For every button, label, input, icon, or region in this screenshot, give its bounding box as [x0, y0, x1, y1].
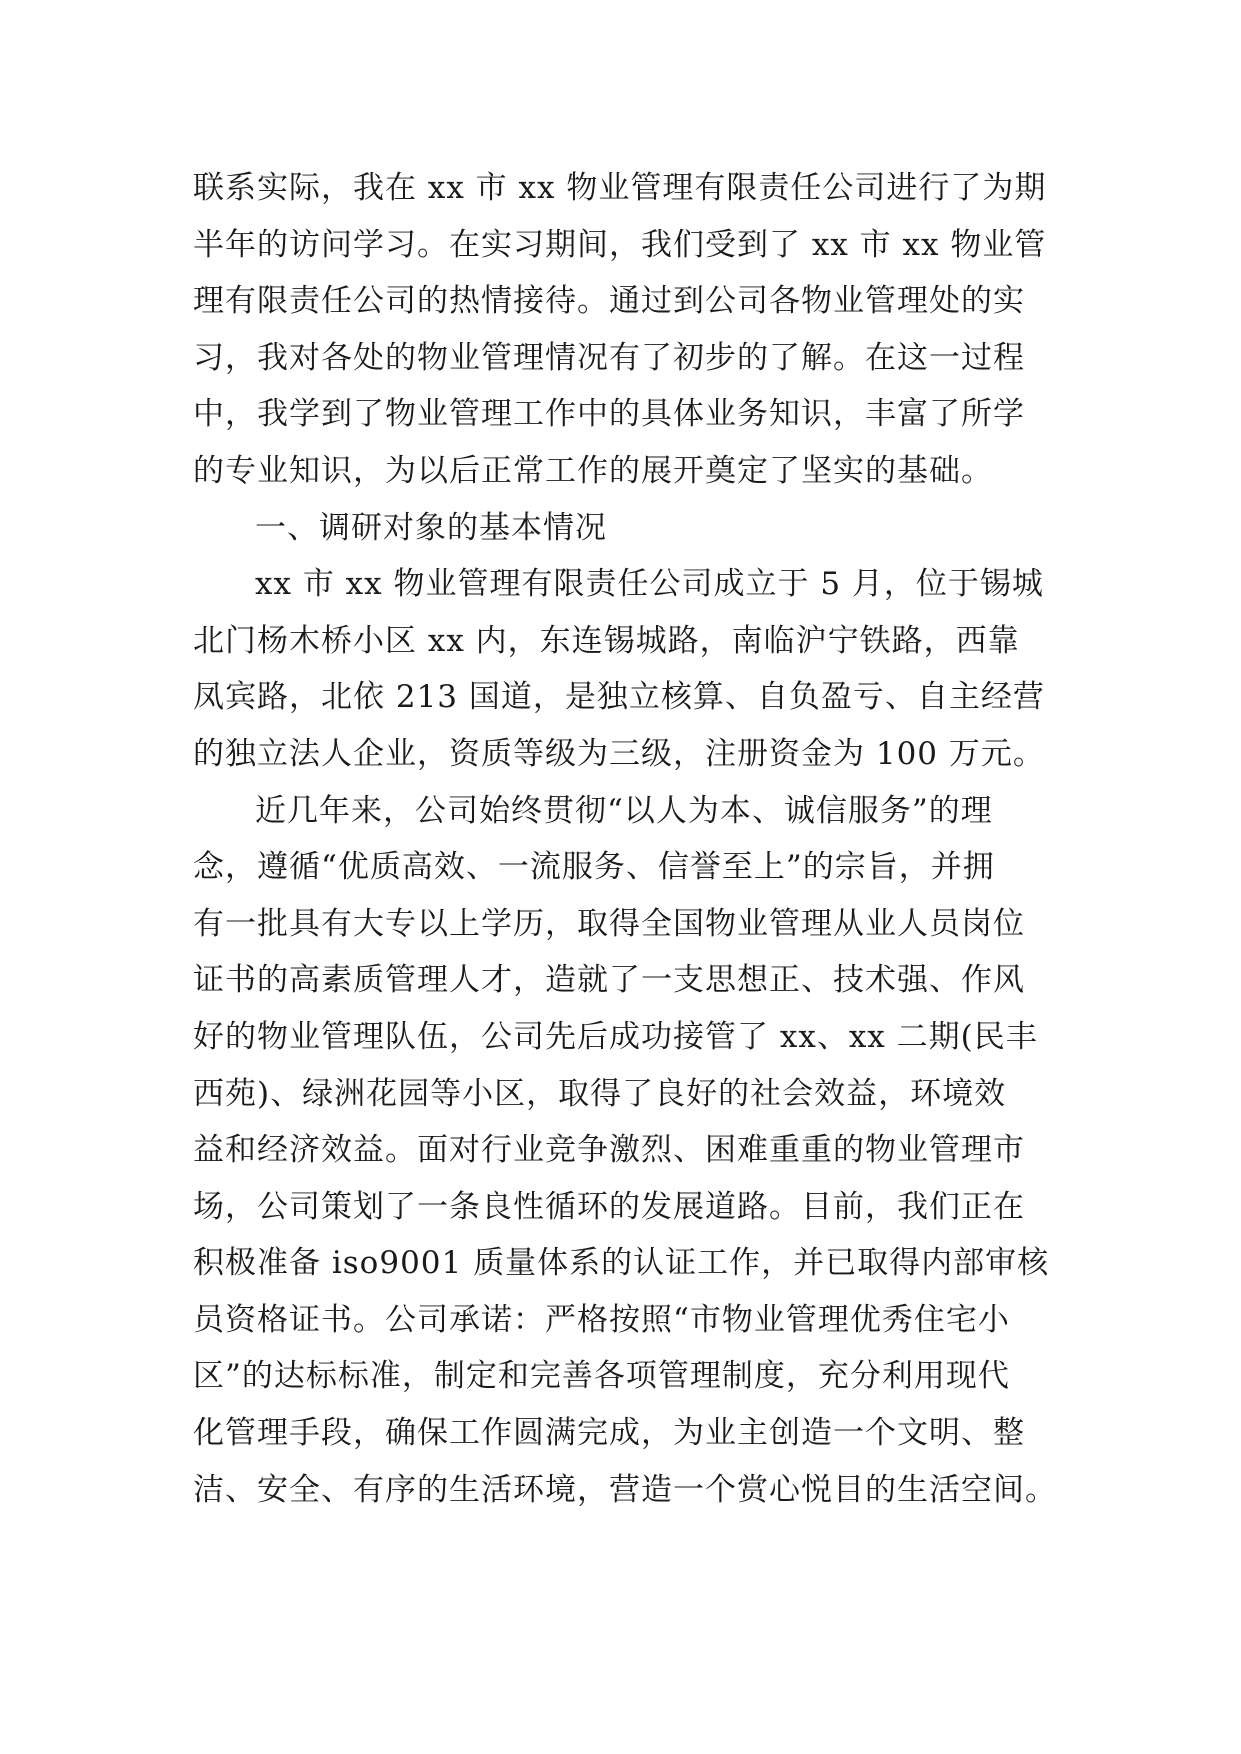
text-line: 有一批具有大专以上学历，取得全国物业管理从业人员岗位 [193, 905, 1025, 942]
text-line: 洁、安全、有序的生活环境，营造一个赏心悦目的生活空间。 [193, 1471, 1057, 1508]
text-line: 一、调研对象的基本情况 [255, 509, 607, 546]
text-line: 化管理手段，确保工作圆满完成，为业主创造一个文明、整 [193, 1415, 1025, 1452]
text-line: 念，遵循“优质高效、一流服务、信誉至上”的宗旨，并拥 [193, 849, 995, 886]
text-line: 近几年来，公司始终贯彻“以人为本、诚信服务”的理 [255, 792, 993, 829]
text-line: 员资格证书。公司承诺：严格按照“市物业管理优秀住宅小 [193, 1301, 1010, 1338]
text-line: 证书的高素质管理人才，造就了一支思想正、技术强、作风 [193, 962, 1025, 999]
text-line: 理有限责任公司的热情接待。通过到公司各物业管理处的实 [193, 283, 1025, 320]
text-line: 联系实际，我在 xx 市 xx 物业管理有限责任公司进行了为期 [193, 170, 1047, 206]
text-line: 积极准备 iso9001 质量体系的认证工作，并已取得内部审核 [193, 1245, 1050, 1282]
text-line: 场，公司策划了一条良性循环的发展道路。目前，我们正在 [193, 1188, 1025, 1225]
text-line: 的专业知识，为以后正常工作的展开奠定了坚实的基础。 [193, 452, 993, 489]
text-line: xx 市 xx 物业管理有限责任公司成立于 5 月，位于锡城 [255, 566, 1044, 603]
text-line: 的独立法人企业，资质等级为三级，注册资金为 100 万元。 [193, 735, 1045, 772]
text-line: 北门杨木桥小区 xx 内，东连锡城路，南临沪宁铁路，西靠 [193, 622, 1020, 659]
text-line: 中，我学到了物业管理工作中的具体业务知识，丰富了所学 [193, 396, 1025, 433]
text-line: 益和经济效益。面对行业竞争激烈、困难重重的物业管理市 [193, 1132, 1025, 1169]
text-line: 凤宾路，北依 213 国道，是独立核算、自负盈亏、自主经营 [193, 679, 1045, 716]
text-line: 习，我对各处的物业管理情况有了初步的了解。在这一过程 [193, 339, 1025, 376]
text-line: 西苑)、绿洲花园等小区，取得了良好的社会效益，环境效 [193, 1075, 1007, 1112]
text-line: 好的物业管理队伍，公司先后成功接管了 xx、xx 二期(民丰 [193, 1018, 1038, 1055]
text-line: 半年的访问学习。在实习期间，我们受到了 xx 市 xx 物业管 [193, 226, 1047, 263]
text-line: 区”的达标标准，制定和完善各项管理制度，充分利用现代 [193, 1358, 1010, 1395]
document-body [193, 160, 1063, 1518]
